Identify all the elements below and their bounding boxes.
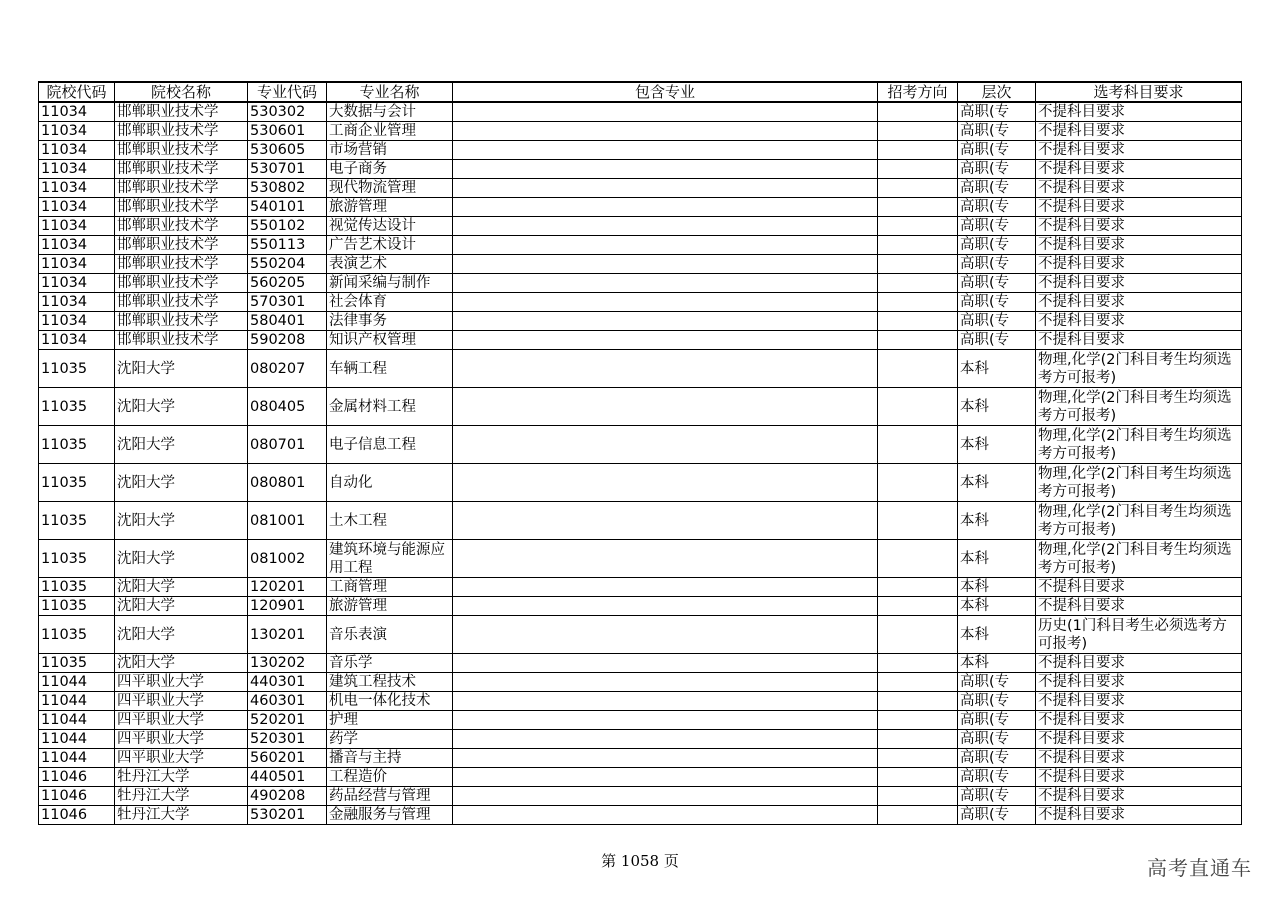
cell-included-majors [453,160,878,179]
cell-level: 高职(专 [958,749,1036,768]
table-row [39,350,1242,388]
cell-school-name: 沈阳大学 [115,426,248,464]
table-row [39,597,1242,616]
cell-major-name: 土木工程 [327,502,453,540]
cell-major-name: 电子商务 [327,160,453,179]
cell-major-code: 550113 [248,236,327,255]
cell-school-name: 邯郸职业技术学 [115,236,248,255]
cell-major-name: 机电一体化技术 [327,692,453,711]
cell-major-name: 旅游管理 [327,198,453,217]
cell-level: 高职(专 [958,673,1036,692]
header-level: 层次 [958,82,1036,102]
cell-school-name: 邯郸职业技术学 [115,331,248,350]
cell-school-name: 四平职业大学 [115,749,248,768]
cell-major-name: 工程造价 [327,768,453,787]
table-row [39,236,1242,255]
cell-major-code: 530802 [248,179,327,198]
table-row [39,730,1242,749]
cell-direction [878,122,958,141]
cell-level: 高职(专 [958,122,1036,141]
cell-direction [878,654,958,673]
cell-included-majors [453,749,878,768]
cell-included-majors [453,274,878,293]
cell-direction [878,692,958,711]
cell-direction [878,331,958,350]
cell-major-name: 旅游管理 [327,597,453,616]
cell-major-code: 081001 [248,502,327,540]
cell-school-name: 沈阳大学 [115,616,248,654]
cell-direction [878,102,958,122]
cell-major-code: 440501 [248,768,327,787]
cell-major-name: 工商企业管理 [327,122,453,141]
cell-level: 高职(专 [958,787,1036,806]
cell-subject-requirement: 不提科目要求 [1036,730,1242,749]
cell-school-code: 11046 [39,768,115,787]
cell-school-name: 沈阳大学 [115,388,248,426]
cell-level: 高职(专 [958,236,1036,255]
cell-major-code: 120201 [248,578,327,597]
table-row [39,787,1242,806]
cell-school-code: 11035 [39,388,115,426]
cell-subject-requirement: 物理,化学(2门科目考生均须选考方可报考) [1036,426,1242,464]
table-row [39,673,1242,692]
cell-included-majors [453,787,878,806]
cell-direction [878,198,958,217]
cell-level: 高职(专 [958,692,1036,711]
cell-direction [878,768,958,787]
cell-direction [878,673,958,692]
cell-school-name: 四平职业大学 [115,673,248,692]
cell-included-majors [453,141,878,160]
cell-subject-requirement: 不提科目要求 [1036,160,1242,179]
cell-school-code: 11034 [39,312,115,331]
cell-major-name: 广告艺术设计 [327,236,453,255]
cell-included-majors [453,426,878,464]
cell-school-name: 牡丹江大学 [115,806,248,825]
cell-school-code: 11034 [39,179,115,198]
cell-school-code: 11044 [39,711,115,730]
cell-subject-requirement: 不提科目要求 [1036,141,1242,160]
cell-major-name: 药品经营与管理 [327,787,453,806]
cell-subject-requirement: 物理,化学(2门科目考生均须选考方可报考) [1036,350,1242,388]
cell-level: 高职(专 [958,102,1036,122]
cell-direction [878,806,958,825]
table-row [39,141,1242,160]
cell-major-name: 金融服务与管理 [327,806,453,825]
cell-school-name: 沈阳大学 [115,654,248,673]
cell-direction [878,787,958,806]
cell-included-majors [453,179,878,198]
cell-school-name: 沈阳大学 [115,540,248,578]
table-row [39,217,1242,236]
cell-major-code: 590208 [248,331,327,350]
cell-subject-requirement: 不提科目要求 [1036,122,1242,141]
cell-school-code: 11034 [39,293,115,312]
cell-included-majors [453,730,878,749]
cell-subject-requirement: 物理,化学(2门科目考生均须选考方可报考) [1036,388,1242,426]
cell-included-majors [453,616,878,654]
header-school-code: 院校代码 [39,82,115,102]
header-included-majors: 包含专业 [453,82,878,102]
cell-direction [878,160,958,179]
cell-major-code: 460301 [248,692,327,711]
cell-major-code: 530201 [248,806,327,825]
cell-direction [878,578,958,597]
cell-subject-requirement: 不提科目要求 [1036,217,1242,236]
cell-included-majors [453,236,878,255]
table-row [39,654,1242,673]
cell-level: 本科 [958,502,1036,540]
cell-included-majors [453,578,878,597]
cell-major-name: 车辆工程 [327,350,453,388]
cell-major-code: 520301 [248,730,327,749]
cell-level: 高职(专 [958,730,1036,749]
cell-major-name: 工商管理 [327,578,453,597]
cell-school-name: 牡丹江大学 [115,787,248,806]
cell-major-name: 药学 [327,730,453,749]
cell-direction [878,616,958,654]
cell-major-code: 490208 [248,787,327,806]
cell-direction [878,502,958,540]
cell-major-name: 建筑工程技术 [327,673,453,692]
cell-major-name: 金属材料工程 [327,388,453,426]
cell-school-name: 四平职业大学 [115,730,248,749]
cell-included-majors [453,711,878,730]
cell-major-code: 130202 [248,654,327,673]
cell-included-majors [453,654,878,673]
cell-school-code: 11035 [39,464,115,502]
cell-included-majors [453,464,878,502]
cell-level: 高职(专 [958,179,1036,198]
table-row [39,768,1242,787]
table-row [39,331,1242,350]
cell-subject-requirement: 不提科目要求 [1036,331,1242,350]
cell-subject-requirement: 不提科目要求 [1036,768,1242,787]
cell-level: 高职(专 [958,293,1036,312]
header-school-name: 院校名称 [115,82,248,102]
table-row [39,426,1242,464]
cell-direction [878,179,958,198]
cell-direction [878,350,958,388]
table-row [39,255,1242,274]
cell-subject-requirement: 不提科目要求 [1036,236,1242,255]
cell-subject-requirement: 不提科目要求 [1036,312,1242,331]
cell-school-code: 11035 [39,616,115,654]
cell-direction [878,312,958,331]
cell-level: 本科 [958,654,1036,673]
cell-school-code: 11035 [39,350,115,388]
table-row [39,179,1242,198]
cell-subject-requirement: 不提科目要求 [1036,179,1242,198]
cell-school-code: 11034 [39,198,115,217]
cell-major-code: 550204 [248,255,327,274]
cell-direction [878,464,958,502]
cell-school-code: 11044 [39,730,115,749]
cell-school-code: 11044 [39,673,115,692]
table-row [39,102,1242,122]
cell-direction [878,711,958,730]
cell-level: 高职(专 [958,217,1036,236]
cell-direction [878,540,958,578]
cell-school-name: 四平职业大学 [115,711,248,730]
cell-subject-requirement: 物理,化学(2门科目考生均须选考方可报考) [1036,502,1242,540]
cell-direction [878,749,958,768]
table-row [39,711,1242,730]
cell-level: 高职(专 [958,160,1036,179]
cell-level: 本科 [958,426,1036,464]
cell-school-name: 邯郸职业技术学 [115,179,248,198]
cell-major-name: 音乐学 [327,654,453,673]
cell-major-code: 550102 [248,217,327,236]
cell-school-code: 11035 [39,578,115,597]
cell-direction [878,293,958,312]
cell-level: 本科 [958,464,1036,502]
cell-school-code: 11046 [39,787,115,806]
cell-direction [878,255,958,274]
table-row [39,692,1242,711]
cell-direction [878,388,958,426]
cell-school-code: 11034 [39,236,115,255]
cell-subject-requirement: 不提科目要求 [1036,711,1242,730]
table-row [39,312,1242,331]
cell-school-name: 邯郸职业技术学 [115,274,248,293]
cell-subject-requirement: 不提科目要求 [1036,198,1242,217]
header-row [39,82,1242,102]
cell-school-name: 牡丹江大学 [115,768,248,787]
cell-school-name: 邯郸职业技术学 [115,198,248,217]
cell-major-code: 570301 [248,293,327,312]
table-row [39,122,1242,141]
cell-school-name: 沈阳大学 [115,597,248,616]
cell-included-majors [453,502,878,540]
table-row [39,388,1242,426]
page-number: 第 1058 页 [601,852,679,870]
cell-included-majors [453,312,878,331]
cell-major-code: 080701 [248,426,327,464]
table-body [39,102,1242,825]
cell-included-majors [453,293,878,312]
cell-included-majors [453,673,878,692]
cell-major-name: 电子信息工程 [327,426,453,464]
cell-subject-requirement: 不提科目要求 [1036,654,1242,673]
cell-included-majors [453,692,878,711]
cell-major-code: 080801 [248,464,327,502]
table-row [39,806,1242,825]
cell-level: 高职(专 [958,141,1036,160]
cell-major-name: 现代物流管理 [327,179,453,198]
table-row [39,160,1242,179]
cell-school-code: 11034 [39,122,115,141]
cell-major-name: 护理 [327,711,453,730]
cell-included-majors [453,806,878,825]
cell-school-code: 11044 [39,692,115,711]
cell-included-majors [453,255,878,274]
table-row [39,616,1242,654]
cell-subject-requirement: 不提科目要求 [1036,293,1242,312]
cell-major-code: 530701 [248,160,327,179]
cell-school-code: 11035 [39,597,115,616]
cell-school-code: 11034 [39,141,115,160]
cell-school-name: 邯郸职业技术学 [115,122,248,141]
cell-school-name: 沈阳大学 [115,350,248,388]
cell-level: 高职(专 [958,331,1036,350]
cell-major-name: 建筑环境与能源应用工程 [327,540,453,578]
cell-school-code: 11044 [39,749,115,768]
cell-major-code: 520201 [248,711,327,730]
table-row [39,274,1242,293]
cell-major-code: 530601 [248,122,327,141]
header-major-name: 专业名称 [327,82,453,102]
table-row [39,293,1242,312]
cell-included-majors [453,102,878,122]
cell-school-code: 11035 [39,540,115,578]
cell-level: 高职(专 [958,198,1036,217]
table-row [39,578,1242,597]
cell-direction [878,597,958,616]
cell-subject-requirement: 物理,化学(2门科目考生均须选考方可报考) [1036,464,1242,502]
cell-subject-requirement: 不提科目要求 [1036,597,1242,616]
cell-school-name: 邯郸职业技术学 [115,293,248,312]
cell-included-majors [453,388,878,426]
cell-major-code: 530605 [248,141,327,160]
cell-major-code: 580401 [248,312,327,331]
cell-included-majors [453,597,878,616]
cell-included-majors [453,122,878,141]
cell-included-majors [453,331,878,350]
cell-major-code: 080405 [248,388,327,426]
cell-subject-requirement: 历史(1门科目考生必须选考方可报考) [1036,616,1242,654]
table-row [39,198,1242,217]
cell-direction [878,217,958,236]
header-subject-requirement: 选考科目要求 [1036,82,1242,102]
cell-major-name: 社会体育 [327,293,453,312]
cell-major-name: 播音与主持 [327,749,453,768]
cell-school-code: 11035 [39,426,115,464]
cell-school-code: 11035 [39,654,115,673]
cell-subject-requirement: 不提科目要求 [1036,787,1242,806]
table-row [39,464,1242,502]
cell-major-name: 视觉传达设计 [327,217,453,236]
cell-subject-requirement: 不提科目要求 [1036,806,1242,825]
cell-level: 本科 [958,616,1036,654]
cell-level: 高职(专 [958,806,1036,825]
cell-school-name: 邯郸职业技术学 [115,102,248,122]
cell-major-name: 音乐表演 [327,616,453,654]
cell-subject-requirement: 不提科目要求 [1036,749,1242,768]
cell-level: 本科 [958,578,1036,597]
cell-major-code: 560201 [248,749,327,768]
cell-school-name: 邯郸职业技术学 [115,160,248,179]
watermark: 高考直通车 [1147,856,1252,880]
cell-included-majors [453,768,878,787]
cell-major-name: 大数据与会计 [327,102,453,122]
cell-subject-requirement: 不提科目要求 [1036,692,1242,711]
header-direction: 招考方向 [878,82,958,102]
cell-major-name: 表演艺术 [327,255,453,274]
cell-level: 本科 [958,540,1036,578]
cell-major-code: 530302 [248,102,327,122]
cell-major-code: 540101 [248,198,327,217]
cell-school-name: 邯郸职业技术学 [115,312,248,331]
cell-direction [878,141,958,160]
cell-school-code: 11034 [39,274,115,293]
cell-subject-requirement: 不提科目要求 [1036,578,1242,597]
cell-included-majors [453,350,878,388]
cell-level: 高职(专 [958,255,1036,274]
cell-level: 高职(专 [958,768,1036,787]
cell-subject-requirement: 物理,化学(2门科目考生均须选考方可报考) [1036,540,1242,578]
header-major-code: 专业代码 [248,82,327,102]
cell-level: 本科 [958,388,1036,426]
cell-school-name: 邯郸职业技术学 [115,217,248,236]
cell-subject-requirement: 不提科目要求 [1036,274,1242,293]
cell-major-code: 080207 [248,350,327,388]
cell-direction [878,236,958,255]
cell-subject-requirement: 不提科目要求 [1036,255,1242,274]
cell-school-name: 沈阳大学 [115,502,248,540]
cell-direction [878,274,958,293]
cell-direction [878,426,958,464]
table-row [39,540,1242,578]
cell-major-name: 市场营销 [327,141,453,160]
cell-school-name: 邯郸职业技术学 [115,255,248,274]
cell-included-majors [453,217,878,236]
cell-school-code: 11034 [39,102,115,122]
cell-major-code: 081002 [248,540,327,578]
cell-included-majors [453,198,878,217]
cell-subject-requirement: 不提科目要求 [1036,102,1242,122]
cell-level: 本科 [958,350,1036,388]
cell-major-code: 560205 [248,274,327,293]
cell-major-code: 440301 [248,673,327,692]
cell-major-name: 知识产权管理 [327,331,453,350]
cell-school-code: 11046 [39,806,115,825]
cell-school-code: 11034 [39,160,115,179]
cell-school-name: 邯郸职业技术学 [115,141,248,160]
cell-subject-requirement: 不提科目要求 [1036,673,1242,692]
cell-major-name: 自动化 [327,464,453,502]
cell-major-code: 120901 [248,597,327,616]
cell-direction [878,730,958,749]
cell-school-name: 沈阳大学 [115,464,248,502]
cell-level: 高职(专 [958,711,1036,730]
cell-school-name: 四平职业大学 [115,692,248,711]
cell-school-code: 11034 [39,255,115,274]
cell-included-majors [453,540,878,578]
admission-table [38,81,1242,825]
cell-level: 高职(专 [958,274,1036,293]
table-row [39,749,1242,768]
cell-school-code: 11034 [39,331,115,350]
cell-school-code: 11035 [39,502,115,540]
cell-school-name: 沈阳大学 [115,578,248,597]
cell-major-name: 法律事务 [327,312,453,331]
cell-level: 本科 [958,597,1036,616]
cell-school-code: 11034 [39,217,115,236]
cell-level: 高职(专 [958,312,1036,331]
cell-major-code: 130201 [248,616,327,654]
table-row [39,502,1242,540]
cell-major-name: 新闻采编与制作 [327,274,453,293]
